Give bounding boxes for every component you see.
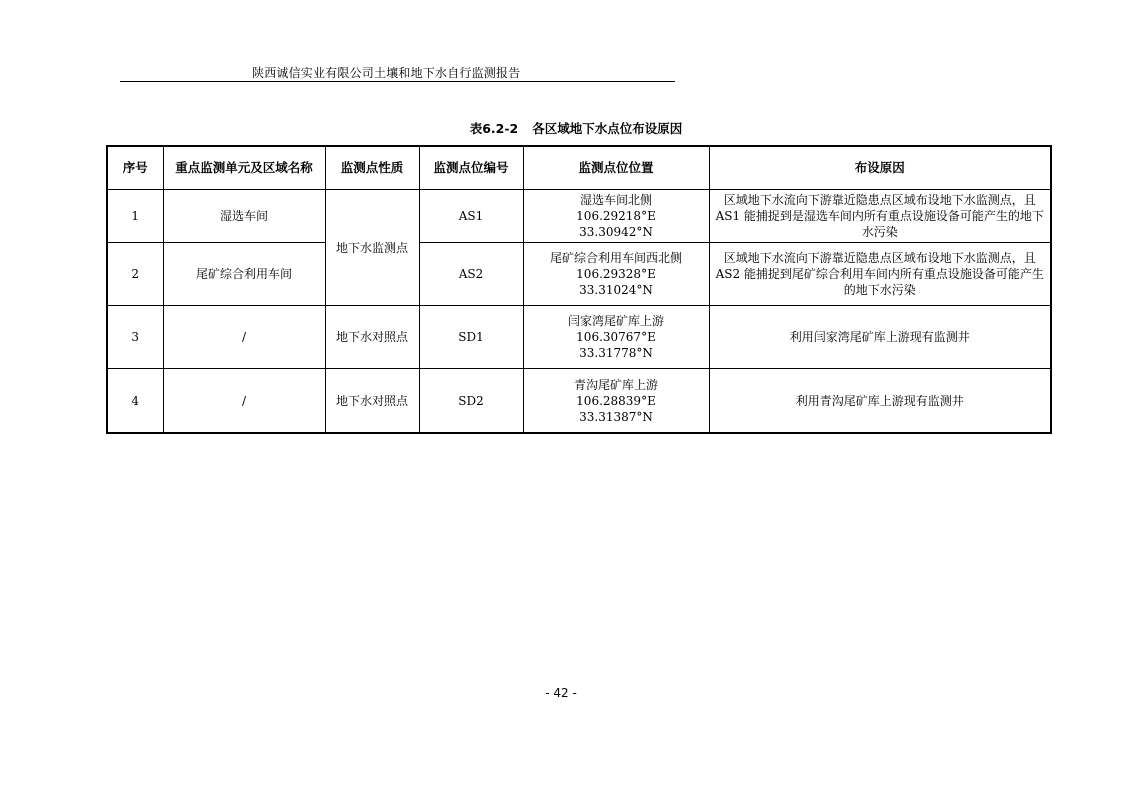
cell-nature: 地下水对照点 <box>325 306 419 369</box>
cell-unit: / <box>163 369 325 434</box>
cell-reason: 利用青沟尾矿库上游现有监测井 <box>709 369 1051 434</box>
cell-reason: 区域地下水流向下游靠近隐患点区域布设地下水监测点，且AS1 能捕捉到是湿选车间内所有重点设施设备可能产生的地下水污染 <box>709 190 1051 243</box>
cell-unit: 尾矿综合利用车间 <box>163 243 325 306</box>
location-name: 闫家湾尾矿库上游 <box>567 314 664 328</box>
table-caption <box>0 119 1122 137</box>
cell-location <box>523 190 709 243</box>
page-number: - 42 - <box>545 686 577 700</box>
cell-nature: 地下水对照点 <box>325 369 419 434</box>
header-cell-no: 序号 <box>107 146 163 190</box>
cell-code: AS2 <box>419 243 523 306</box>
cell-no: 2 <box>107 243 163 306</box>
cell-unit: 湿选车间 <box>163 190 325 243</box>
cell-nature: 地下水监测点 <box>325 190 419 306</box>
header-rule <box>120 81 675 82</box>
location-name: 湿选车间北侧 <box>579 193 652 207</box>
header-cell-unit: 重点监测单元及区域名称 <box>163 146 325 190</box>
location-longitude: 106.28839°E <box>576 393 656 408</box>
table-caption-title: 各区域地下水点位布设原因 <box>532 121 683 136</box>
location-latitude: 33.30942°N <box>579 225 653 239</box>
header-cell-code: 监测点位编号 <box>419 146 523 190</box>
cell-reason: 区域地下水流向下游靠近隐患点区域布设地下水监测点，且AS2 能捕捉到尾矿综合利用车间内所有重点设施设备可能产生的地下水污染 <box>709 243 1051 306</box>
cell-no: 1 <box>107 190 163 243</box>
cell-code: SD1 <box>419 306 523 369</box>
location-latitude: 33.31387°N <box>579 409 653 424</box>
cell-reason: 利用闫家湾尾矿库上游现有监测井 <box>709 306 1051 369</box>
cell-no: 4 <box>107 369 163 434</box>
cell-location <box>523 243 709 306</box>
header-cell-reason: 布设原因 <box>709 146 1051 190</box>
location-name: 尾矿综合利用车间西北侧 <box>549 251 682 265</box>
page-header-title: 陕西诚信实业有限公司土壤和地下水自行监测报告 <box>252 66 521 80</box>
cell-code: AS1 <box>419 190 523 243</box>
table-caption-number: 表6.2-2 <box>469 121 519 136</box>
table-header-row <box>107 146 1051 190</box>
cell-location <box>523 369 709 434</box>
header-cell-location: 监测点位位置 <box>523 146 709 190</box>
location-name: 青沟尾矿库上游 <box>573 377 658 392</box>
location-latitude: 33.31778°N <box>579 346 653 360</box>
cell-code: SD2 <box>419 369 523 434</box>
location-longitude: 106.30767°E <box>576 330 656 344</box>
header-cell-nature: 监测点性质 <box>325 146 419 190</box>
table-row <box>107 369 1051 434</box>
cell-unit: / <box>163 306 325 369</box>
table-row <box>107 243 1051 306</box>
table-row <box>107 190 1051 243</box>
monitoring-points-table <box>106 145 1052 434</box>
location-latitude: 33.31024°N <box>579 283 653 297</box>
location-longitude: 106.29328°E <box>576 267 656 281</box>
cell-location <box>523 306 709 369</box>
table-row <box>107 306 1051 369</box>
cell-no: 3 <box>107 306 163 369</box>
location-longitude: 106.29218°E <box>576 209 656 223</box>
